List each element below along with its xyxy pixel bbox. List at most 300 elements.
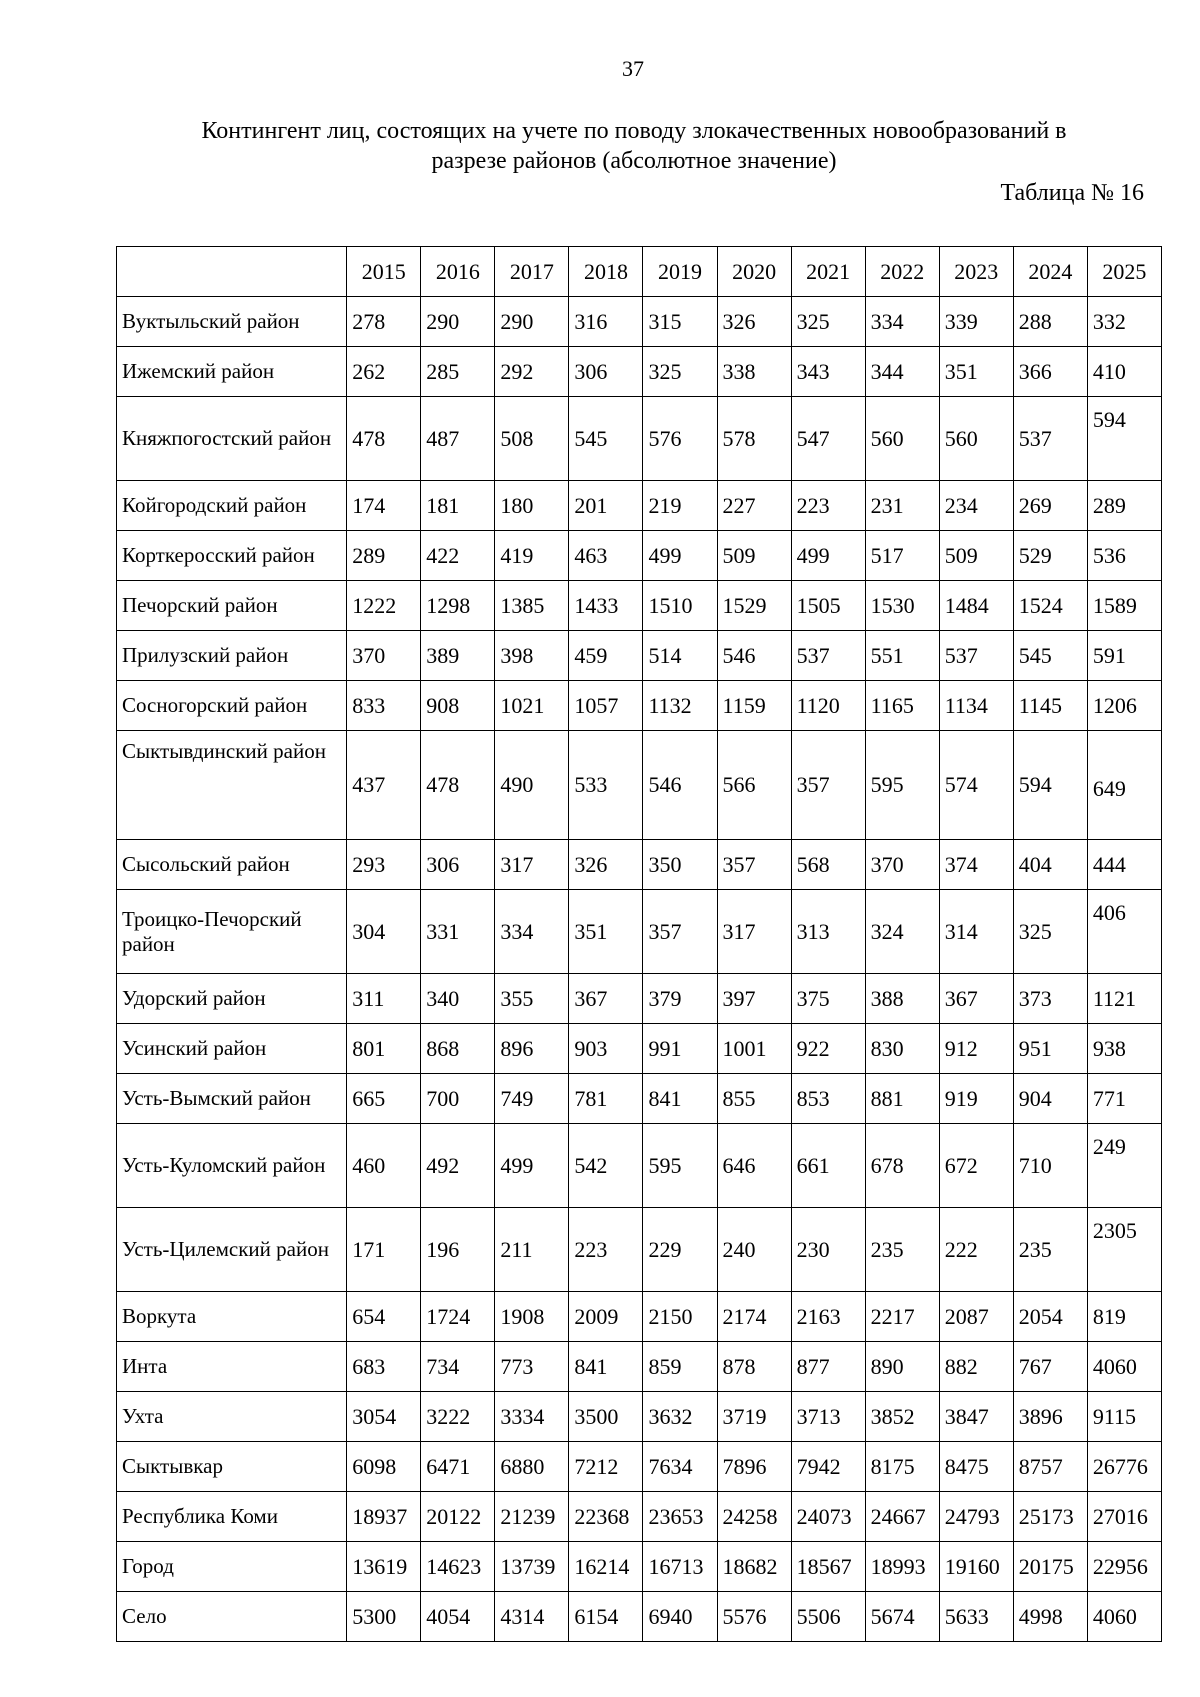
- row-label: Койгородский район: [117, 481, 347, 531]
- value-cell: 16214: [569, 1542, 643, 1592]
- value-cell: 509: [717, 531, 791, 581]
- table-row: [117, 1208, 1162, 1292]
- value-cell: 951: [1013, 1024, 1087, 1074]
- header-cell: 2016: [421, 247, 495, 297]
- header-cell: 2020: [717, 247, 791, 297]
- value-cell: 5674: [865, 1592, 939, 1642]
- value-cell: 331: [421, 890, 495, 974]
- value-cell: 290: [495, 297, 569, 347]
- value-cell: 8757: [1013, 1442, 1087, 1492]
- value-cell: 1505: [791, 581, 865, 631]
- value-cell: 1134: [939, 681, 1013, 731]
- row-label: Сысольский район: [117, 840, 347, 890]
- value-cell: 20175: [1013, 1542, 1087, 1592]
- value-cell: 1724: [421, 1292, 495, 1342]
- value-cell: 508: [495, 397, 569, 481]
- value-cell: 560: [939, 397, 1013, 481]
- value-cell: 478: [421, 731, 495, 840]
- value-cell: 683: [347, 1342, 421, 1392]
- value-cell: 366: [1013, 347, 1087, 397]
- value-cell: 21239: [495, 1492, 569, 1542]
- table-row: [117, 1074, 1162, 1124]
- value-cell: 18567: [791, 1542, 865, 1592]
- value-cell: 262: [347, 347, 421, 397]
- value-cell: 919: [939, 1074, 1013, 1124]
- value-cell: 8475: [939, 1442, 1013, 1492]
- value-cell: 855: [717, 1074, 791, 1124]
- value-cell: 1529: [717, 581, 791, 631]
- value-cell: 514: [643, 631, 717, 681]
- value-cell: 406: [1087, 890, 1161, 974]
- table-row: [117, 1024, 1162, 1074]
- value-cell: 9115: [1087, 1392, 1161, 1442]
- value-cell: 649: [1087, 731, 1161, 840]
- value-cell: 1165: [865, 681, 939, 731]
- value-cell: 781: [569, 1074, 643, 1124]
- value-cell: 373: [1013, 974, 1087, 1024]
- title-line-1: Контингент лиц, состоящих на учете по поводу злокачественных новообразований в: [201, 118, 1067, 144]
- header-cell: 2019: [643, 247, 717, 297]
- value-cell: 240: [717, 1208, 791, 1292]
- value-cell: 293: [347, 840, 421, 890]
- value-cell: 25173: [1013, 1492, 1087, 1542]
- value-cell: 16713: [643, 1542, 717, 1592]
- value-cell: 325: [1013, 890, 1087, 974]
- value-cell: 700: [421, 1074, 495, 1124]
- value-cell: 325: [791, 297, 865, 347]
- value-cell: 22956: [1087, 1542, 1161, 1592]
- value-cell: 26776: [1087, 1442, 1161, 1492]
- value-cell: 370: [347, 631, 421, 681]
- table-row: [117, 1124, 1162, 1208]
- value-cell: 499: [495, 1124, 569, 1208]
- value-cell: 229: [643, 1208, 717, 1292]
- value-cell: 314: [939, 890, 1013, 974]
- value-cell: 912: [939, 1024, 1013, 1074]
- value-cell: 547: [791, 397, 865, 481]
- value-cell: 24793: [939, 1492, 1013, 1542]
- value-cell: 367: [569, 974, 643, 1024]
- value-cell: 594: [1013, 731, 1087, 840]
- value-cell: 938: [1087, 1024, 1161, 1074]
- value-cell: 1908: [495, 1292, 569, 1342]
- value-cell: 235: [865, 1208, 939, 1292]
- value-cell: 478: [347, 397, 421, 481]
- value-cell: 339: [939, 297, 1013, 347]
- value-cell: 710: [1013, 1124, 1087, 1208]
- value-cell: 27016: [1087, 1492, 1161, 1542]
- table-row: [117, 1292, 1162, 1342]
- value-cell: 4998: [1013, 1592, 1087, 1642]
- value-cell: 665: [347, 1074, 421, 1124]
- value-cell: 661: [791, 1124, 865, 1208]
- value-cell: 338: [717, 347, 791, 397]
- header-cell: [117, 247, 347, 297]
- value-cell: 576: [643, 397, 717, 481]
- value-cell: 292: [495, 347, 569, 397]
- value-cell: 904: [1013, 1074, 1087, 1124]
- header-cell: 2025: [1087, 247, 1161, 297]
- row-label: Прилузский район: [117, 631, 347, 681]
- value-cell: 181: [421, 481, 495, 531]
- value-cell: 13619: [347, 1542, 421, 1592]
- value-cell: 1120: [791, 681, 865, 731]
- value-cell: 492: [421, 1124, 495, 1208]
- document-title: [110, 116, 1158, 176]
- value-cell: 230: [791, 1208, 865, 1292]
- value-cell: 357: [791, 731, 865, 840]
- value-cell: 389: [421, 631, 495, 681]
- value-cell: 174: [347, 481, 421, 531]
- table-row: [117, 890, 1162, 974]
- value-cell: 1484: [939, 581, 1013, 631]
- value-cell: 2163: [791, 1292, 865, 1342]
- value-cell: 1001: [717, 1024, 791, 1074]
- value-cell: 375: [791, 974, 865, 1024]
- value-cell: 537: [1013, 397, 1087, 481]
- value-cell: 578: [717, 397, 791, 481]
- value-cell: 922: [791, 1024, 865, 1074]
- value-cell: 546: [717, 631, 791, 681]
- value-cell: 499: [791, 531, 865, 581]
- value-cell: 419: [495, 531, 569, 581]
- value-cell: 370: [865, 840, 939, 890]
- value-cell: 289: [347, 531, 421, 581]
- value-cell: 1433: [569, 581, 643, 631]
- value-cell: 231: [865, 481, 939, 531]
- value-cell: 1385: [495, 581, 569, 631]
- header-row: [117, 247, 1162, 297]
- value-cell: 908: [421, 681, 495, 731]
- value-cell: 591: [1087, 631, 1161, 681]
- value-cell: 868: [421, 1024, 495, 1074]
- value-cell: 1510: [643, 581, 717, 631]
- value-cell: 6098: [347, 1442, 421, 1492]
- data-table: [116, 246, 1162, 1642]
- value-cell: 2174: [717, 1292, 791, 1342]
- value-cell: 7942: [791, 1442, 865, 1492]
- value-cell: 269: [1013, 481, 1087, 531]
- value-cell: 3847: [939, 1392, 1013, 1442]
- value-cell: 595: [643, 1124, 717, 1208]
- value-cell: 334: [495, 890, 569, 974]
- table-row: [117, 681, 1162, 731]
- table-row: [117, 840, 1162, 890]
- value-cell: 749: [495, 1074, 569, 1124]
- value-cell: 6880: [495, 1442, 569, 1492]
- value-cell: 18937: [347, 1492, 421, 1542]
- row-label: Усть-Цилемский район: [117, 1208, 347, 1292]
- header-cell: 2022: [865, 247, 939, 297]
- title-line-2: разрезе районов (абсолютное значение): [431, 148, 837, 174]
- value-cell: 542: [569, 1124, 643, 1208]
- value-cell: 487: [421, 397, 495, 481]
- table-row: [117, 731, 1162, 840]
- header-cell: 2024: [1013, 247, 1087, 297]
- value-cell: 2150: [643, 1292, 717, 1342]
- value-cell: 332: [1087, 297, 1161, 347]
- value-cell: 533: [569, 731, 643, 840]
- row-label: Сосногорский район: [117, 681, 347, 731]
- value-cell: 1121: [1087, 974, 1161, 1024]
- table-row: [117, 481, 1162, 531]
- value-cell: 499: [643, 531, 717, 581]
- value-cell: 4060: [1087, 1342, 1161, 1392]
- value-cell: 196: [421, 1208, 495, 1292]
- value-cell: 1530: [865, 581, 939, 631]
- value-cell: 8175: [865, 1442, 939, 1492]
- value-cell: 767: [1013, 1342, 1087, 1392]
- value-cell: 1021: [495, 681, 569, 731]
- row-label: Вуктыльский район: [117, 297, 347, 347]
- value-cell: 324: [865, 890, 939, 974]
- value-cell: 3896: [1013, 1392, 1087, 1442]
- value-cell: 1206: [1087, 681, 1161, 731]
- value-cell: 882: [939, 1342, 1013, 1392]
- value-cell: 180: [495, 481, 569, 531]
- value-cell: 529: [1013, 531, 1087, 581]
- header-cell: 2023: [939, 247, 1013, 297]
- value-cell: 3719: [717, 1392, 791, 1442]
- value-cell: 1589: [1087, 581, 1161, 631]
- value-cell: 833: [347, 681, 421, 731]
- value-cell: 404: [1013, 840, 1087, 890]
- table-row: [117, 974, 1162, 1024]
- table-row: [117, 581, 1162, 631]
- table-row: [117, 1342, 1162, 1392]
- value-cell: 350: [643, 840, 717, 890]
- value-cell: 367: [939, 974, 1013, 1024]
- value-cell: 2087: [939, 1292, 1013, 1342]
- value-cell: 830: [865, 1024, 939, 1074]
- value-cell: 646: [717, 1124, 791, 1208]
- value-cell: 991: [643, 1024, 717, 1074]
- row-label: Усинский район: [117, 1024, 347, 1074]
- row-label: Республика Коми: [117, 1492, 347, 1542]
- value-cell: 326: [717, 297, 791, 347]
- value-cell: 574: [939, 731, 1013, 840]
- value-cell: 7634: [643, 1442, 717, 1492]
- value-cell: 316: [569, 297, 643, 347]
- value-cell: 841: [569, 1342, 643, 1392]
- value-cell: 4314: [495, 1592, 569, 1642]
- table-row: [117, 1442, 1162, 1492]
- value-cell: 313: [791, 890, 865, 974]
- value-cell: 444: [1087, 840, 1161, 890]
- table-caption: Таблица № 16: [1000, 180, 1144, 206]
- value-cell: 219: [643, 481, 717, 531]
- value-cell: 13739: [495, 1542, 569, 1592]
- value-cell: 463: [569, 531, 643, 581]
- value-cell: 5300: [347, 1592, 421, 1642]
- row-label: Сыктывдинский район: [117, 731, 347, 840]
- value-cell: 223: [791, 481, 865, 531]
- value-cell: 903: [569, 1024, 643, 1074]
- value-cell: 881: [865, 1074, 939, 1124]
- value-cell: 2009: [569, 1292, 643, 1342]
- row-label: Воркута: [117, 1292, 347, 1342]
- row-label: Ижемский район: [117, 347, 347, 397]
- value-cell: 379: [643, 974, 717, 1024]
- header-cell: 2015: [347, 247, 421, 297]
- value-cell: 568: [791, 840, 865, 890]
- value-cell: 734: [421, 1342, 495, 1392]
- value-cell: 2217: [865, 1292, 939, 1342]
- value-cell: 326: [569, 840, 643, 890]
- value-cell: 841: [643, 1074, 717, 1124]
- row-label: Усть-Куломский район: [117, 1124, 347, 1208]
- value-cell: 537: [791, 631, 865, 681]
- value-cell: 355: [495, 974, 569, 1024]
- value-cell: 289: [1087, 481, 1161, 531]
- value-cell: 18682: [717, 1542, 791, 1592]
- value-cell: 1159: [717, 681, 791, 731]
- value-cell: 374: [939, 840, 1013, 890]
- value-cell: 7896: [717, 1442, 791, 1492]
- value-cell: 23653: [643, 1492, 717, 1542]
- value-cell: 317: [717, 890, 791, 974]
- value-cell: 171: [347, 1208, 421, 1292]
- value-cell: 3632: [643, 1392, 717, 1442]
- value-cell: 566: [717, 731, 791, 840]
- value-cell: 5576: [717, 1592, 791, 1642]
- value-cell: 1222: [347, 581, 421, 631]
- value-cell: 595: [865, 731, 939, 840]
- value-cell: 351: [569, 890, 643, 974]
- value-cell: 537: [939, 631, 1013, 681]
- value-cell: 19160: [939, 1542, 1013, 1592]
- value-cell: 509: [939, 531, 1013, 581]
- value-cell: 536: [1087, 531, 1161, 581]
- page-number: 37: [622, 56, 644, 81]
- value-cell: 2054: [1013, 1292, 1087, 1342]
- value-cell: 3500: [569, 1392, 643, 1442]
- row-label: Корткеросский район: [117, 531, 347, 581]
- value-cell: 896: [495, 1024, 569, 1074]
- value-cell: 351: [939, 347, 1013, 397]
- value-cell: 20122: [421, 1492, 495, 1542]
- value-cell: 460: [347, 1124, 421, 1208]
- value-cell: 24258: [717, 1492, 791, 1542]
- value-cell: 311: [347, 974, 421, 1024]
- row-label: Усть-Вымский район: [117, 1074, 347, 1124]
- value-cell: 306: [569, 347, 643, 397]
- value-cell: 343: [791, 347, 865, 397]
- value-cell: 819: [1087, 1292, 1161, 1342]
- value-cell: 4060: [1087, 1592, 1161, 1642]
- value-cell: 410: [1087, 347, 1161, 397]
- value-cell: 3334: [495, 1392, 569, 1442]
- row-label: Сыктывкар: [117, 1442, 347, 1492]
- value-cell: 317: [495, 840, 569, 890]
- row-label: Село: [117, 1592, 347, 1642]
- table-row: [117, 347, 1162, 397]
- value-cell: 773: [495, 1342, 569, 1392]
- row-label: Ухта: [117, 1392, 347, 1442]
- value-cell: 6940: [643, 1592, 717, 1642]
- value-cell: 357: [643, 890, 717, 974]
- value-cell: 357: [717, 840, 791, 890]
- value-cell: 14623: [421, 1542, 495, 1592]
- value-cell: 278: [347, 297, 421, 347]
- value-cell: 388: [865, 974, 939, 1024]
- row-label: Троицко-Печорский район: [117, 890, 347, 974]
- value-cell: 4054: [421, 1592, 495, 1642]
- value-cell: 344: [865, 347, 939, 397]
- value-cell: 859: [643, 1342, 717, 1392]
- value-cell: 1132: [643, 681, 717, 731]
- table-row: [117, 397, 1162, 481]
- row-label: Печорский район: [117, 581, 347, 631]
- value-cell: 1057: [569, 681, 643, 731]
- table-row: [117, 1592, 1162, 1642]
- value-cell: 334: [865, 297, 939, 347]
- value-cell: 306: [421, 840, 495, 890]
- value-cell: 235: [1013, 1208, 1087, 1292]
- value-cell: 678: [865, 1124, 939, 1208]
- value-cell: 5633: [939, 1592, 1013, 1642]
- value-cell: 211: [495, 1208, 569, 1292]
- value-cell: 3054: [347, 1392, 421, 1442]
- value-cell: 545: [1013, 631, 1087, 681]
- value-cell: 24073: [791, 1492, 865, 1542]
- table-body: [117, 297, 1162, 1642]
- value-cell: 1524: [1013, 581, 1087, 631]
- value-cell: 290: [421, 297, 495, 347]
- value-cell: 878: [717, 1342, 791, 1392]
- value-cell: 6154: [569, 1592, 643, 1642]
- value-cell: 201: [569, 481, 643, 531]
- table-row: [117, 1492, 1162, 1542]
- value-cell: 304: [347, 890, 421, 974]
- row-label: Княжпогостский район: [117, 397, 347, 481]
- value-cell: 325: [643, 347, 717, 397]
- value-cell: 654: [347, 1292, 421, 1342]
- value-cell: 545: [569, 397, 643, 481]
- table-row: [117, 631, 1162, 681]
- value-cell: 437: [347, 731, 421, 840]
- value-cell: 288: [1013, 297, 1087, 347]
- row-label: Удорский район: [117, 974, 347, 1024]
- value-cell: 5506: [791, 1592, 865, 1642]
- header-cell: 2017: [495, 247, 569, 297]
- value-cell: 249: [1087, 1124, 1161, 1208]
- table-row: [117, 1542, 1162, 1592]
- value-cell: 1145: [1013, 681, 1087, 731]
- value-cell: 877: [791, 1342, 865, 1392]
- value-cell: 6471: [421, 1442, 495, 1492]
- header-cell: 2018: [569, 247, 643, 297]
- value-cell: 340: [421, 974, 495, 1024]
- value-cell: 560: [865, 397, 939, 481]
- header-cell: 2021: [791, 247, 865, 297]
- value-cell: 517: [865, 531, 939, 581]
- value-cell: 459: [569, 631, 643, 681]
- value-cell: 1298: [421, 581, 495, 631]
- value-cell: 7212: [569, 1442, 643, 1492]
- value-cell: 890: [865, 1342, 939, 1392]
- value-cell: 18993: [865, 1542, 939, 1592]
- value-cell: 24667: [865, 1492, 939, 1542]
- row-label: Город: [117, 1542, 347, 1592]
- value-cell: 771: [1087, 1074, 1161, 1124]
- value-cell: 422: [421, 531, 495, 581]
- table-row: [117, 1392, 1162, 1442]
- value-cell: 3713: [791, 1392, 865, 1442]
- value-cell: 490: [495, 731, 569, 840]
- value-cell: 551: [865, 631, 939, 681]
- value-cell: 285: [421, 347, 495, 397]
